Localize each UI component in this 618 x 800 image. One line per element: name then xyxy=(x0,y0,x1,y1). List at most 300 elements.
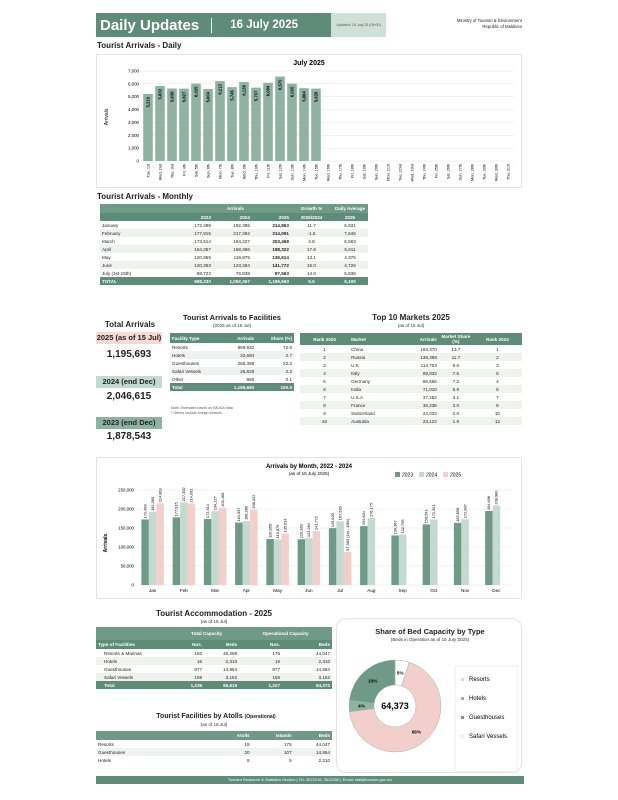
accommodation-cell: 159 xyxy=(194,674,203,680)
month-bar-label: 194,696 xyxy=(486,495,492,511)
accommodation-cell: Safari Vessels xyxy=(104,674,134,680)
daily-x-tick: Mon, 21st xyxy=(386,164,391,181)
markets-cell: 13.7 xyxy=(451,346,461,352)
markets-cell: 1.9 xyxy=(452,418,460,424)
daily-x-tick: Thu, 31st xyxy=(506,164,511,180)
daily-bar-label: 5,745 xyxy=(229,90,235,101)
facilities-cell: 0.1 xyxy=(285,376,292,382)
monthly-cell: 214,091 xyxy=(272,230,289,236)
pie-legend-label: Resorts xyxy=(469,677,490,683)
month-bar xyxy=(298,539,306,585)
markets-cell: 24,033 xyxy=(422,410,437,416)
monthly-cell: 13.1 xyxy=(306,254,316,260)
page-title: Daily Updates xyxy=(100,16,200,34)
markets-cell: 2.0 xyxy=(452,410,460,416)
monthly-total-row xyxy=(100,277,368,285)
header-band xyxy=(96,13,331,37)
month-bar-label: 176,175 xyxy=(368,502,374,518)
month-chart-title: Arrivals by Month, 2022 - 2024 xyxy=(265,464,353,470)
month-bar-label: 192,385 xyxy=(149,496,155,511)
atolls-title-main: Tourist Facilities by Atolls xyxy=(156,713,243,720)
month-bar xyxy=(454,523,462,585)
month-bar-label: 203,468 xyxy=(219,492,225,507)
markets-cell: 7 xyxy=(496,394,499,400)
pie-slice-label: 68% xyxy=(411,729,421,735)
atolls-cell: 14,854 xyxy=(315,749,330,755)
daily-x-tick: Sat, 19th xyxy=(362,164,367,180)
bed-share-pie xyxy=(337,644,523,774)
daily-y-tick: 0 xyxy=(136,158,139,164)
facilities-cell: 25,828 xyxy=(240,368,255,374)
month-legend-swatch xyxy=(443,472,448,477)
accommodation-total-cell: 1,227 xyxy=(239,681,282,689)
daily-bar-label: 6,570 xyxy=(277,79,283,91)
month-x-tick: Dec xyxy=(492,588,501,593)
monthly-cell: 168,366 xyxy=(233,246,250,252)
daily-y-tick: 6,000 xyxy=(128,81,139,87)
monthly-cell: 120,363 xyxy=(194,262,211,268)
markets-cell: 11.7 xyxy=(451,354,461,360)
accommodation-row xyxy=(96,649,332,657)
markets-cell: 37,252 xyxy=(422,394,437,400)
markets-cell: 3 xyxy=(496,362,499,368)
month-y-tick: 150,000 xyxy=(118,525,134,531)
markets-cell: 12 xyxy=(494,418,500,424)
daily-y-tick: 1,000 xyxy=(128,145,139,151)
monthly-cell: 141,772 xyxy=(272,262,289,268)
daily-x-tick: Sat, 5th xyxy=(194,164,199,178)
monthly-cell: 17.8 xyxy=(306,246,316,252)
markets-cell: 8 xyxy=(323,402,326,408)
monthly-cell: 4,726 xyxy=(344,262,356,268)
pie-legend-swatch xyxy=(461,735,464,738)
daily-x-tick: Sun, 13th xyxy=(290,164,295,181)
monthly-cell: June xyxy=(102,262,112,268)
mk-col: Arrivals xyxy=(419,336,437,342)
markets-cell: 139,388 xyxy=(420,354,437,360)
month-y-tick: 50,000 xyxy=(120,563,134,569)
month-bar-label: 167,528 xyxy=(337,506,343,521)
facilities-subtitle: (2025 as of 15 Jul) xyxy=(212,323,252,328)
markets-cell: Italy xyxy=(351,370,360,376)
monthly-cell: 123,284 xyxy=(233,262,250,268)
accommodation-cell: 3,162 xyxy=(318,674,330,680)
accommodation-cell: 14,854 xyxy=(315,666,330,672)
pie-center-label: 64,373 xyxy=(381,701,409,711)
monthly-row xyxy=(100,229,368,237)
daily-bar-label: 5,638 xyxy=(169,91,175,102)
month-legend-label: 2023 xyxy=(402,472,414,479)
markets-cell: 7 xyxy=(323,394,326,400)
monthly-section-title: Tourist Arrivals - Monthly xyxy=(97,192,194,201)
markets-row xyxy=(300,401,522,409)
atolls-row xyxy=(96,756,332,764)
daily-x-tick: Wed, 30th xyxy=(494,164,499,182)
mt-col: 2023 xyxy=(200,214,211,220)
month-bar-label: 154,834 xyxy=(361,511,367,526)
month-bar-label: 120,363 xyxy=(298,524,304,539)
monthly-total-cell: 998,330 xyxy=(180,277,213,285)
markets-cell: 7.5 xyxy=(452,370,460,376)
markets-cell: 5 xyxy=(323,378,326,384)
atolls-cell: 44,047 xyxy=(315,741,330,747)
month-bar xyxy=(305,538,313,585)
markets-subtitle: (as of 15 Jul) xyxy=(397,323,425,328)
mt-daily-avg: Daily Average xyxy=(334,206,366,211)
atolls-row xyxy=(96,748,332,756)
daily-x-tick: Wed, 2nd xyxy=(158,164,163,181)
month-bar-label: 208,980 xyxy=(493,490,499,505)
monthly-cell: 214,863 xyxy=(272,222,289,228)
monthly-row xyxy=(100,261,368,269)
accommodation-cell: 45,289 xyxy=(223,650,238,656)
daily-x-tick: Wed, 16th xyxy=(326,164,331,182)
month-bar xyxy=(423,524,431,585)
markets-cell: India xyxy=(351,386,362,392)
month-x-tick: Jun xyxy=(305,588,313,593)
markets-cell: Germany xyxy=(351,378,371,384)
markets-cell: China xyxy=(351,346,364,352)
month-y-tick: 0 xyxy=(131,582,134,588)
pie-legend-label: Hotels xyxy=(469,696,487,702)
fac-col: Share (%) xyxy=(270,335,292,341)
header xyxy=(96,13,524,37)
daily-x-tick: Tue, 22nd xyxy=(398,164,403,181)
markets-cell: 89,832 xyxy=(422,370,437,376)
month-bar xyxy=(188,504,196,585)
month-bar xyxy=(344,552,352,585)
markets-cell: 3.0 xyxy=(452,402,460,408)
monthly-row xyxy=(100,245,368,253)
accommodation-total-row xyxy=(96,681,332,689)
ac-blank xyxy=(96,627,174,640)
daily-y-tick: 5,000 xyxy=(128,94,139,100)
daily-x-tick: Sun, 20th xyxy=(374,164,379,181)
total-2024-label: 2024 (end Dec) xyxy=(96,376,162,388)
accommodation-cell: 877 xyxy=(272,666,281,672)
monthly-cell: 14.0 xyxy=(306,270,316,276)
ministry-block xyxy=(386,13,524,37)
monthly-cell: February xyxy=(102,230,121,236)
daily-x-tick: Sun, 6th xyxy=(206,164,211,179)
month-bar-label: 173,514 xyxy=(204,503,210,519)
atolls-cell: 175 xyxy=(283,741,292,747)
at-col: Beds xyxy=(318,733,330,738)
monthly-cell: 172,499 xyxy=(194,222,211,228)
month-bar-label: 123,284 xyxy=(306,523,312,538)
monthly-cell: 68,723 xyxy=(196,270,211,276)
atolls-cell: Hotels xyxy=(98,757,112,763)
markets-cell: 4 xyxy=(323,370,326,376)
monthly-cell: January xyxy=(102,222,119,228)
atolls-cell: 19 xyxy=(244,741,250,747)
monthly-cell: 4,375 xyxy=(344,254,356,260)
markets-cell: 10 xyxy=(321,418,328,424)
accommodation-cell: 2,310 xyxy=(225,658,238,664)
month-x-tick: Apr xyxy=(242,588,250,593)
total-2025-label: 2025 (as of 15 Jul) xyxy=(96,333,162,342)
facilities-cell: Hotels xyxy=(172,352,186,358)
month-y-tick: 200,000 xyxy=(118,506,134,512)
monthly-row xyxy=(100,221,368,229)
month-bar-label: 87,563 (1st - 15th) xyxy=(344,518,350,551)
month-bar xyxy=(149,512,157,585)
monthly-cell: -1.5 xyxy=(307,230,316,236)
daily-bar-label: 5,833 xyxy=(157,89,163,100)
daily-x-tick: Thu, 17th xyxy=(338,164,343,181)
markets-title: Top 10 Markets 2025 xyxy=(372,313,450,322)
mt-group: Arrivals xyxy=(226,206,245,211)
daily-x-tick: Mon, 28th xyxy=(470,164,475,181)
markets-row xyxy=(300,385,522,393)
accommodation-cell: Guesthouses xyxy=(104,666,132,672)
ac-col: Beds xyxy=(225,642,238,647)
month-x-tick: Sep xyxy=(398,588,407,593)
facilities-total-cell: 100.0 xyxy=(256,383,294,391)
pie-legend-label: Guesthouses xyxy=(469,715,505,721)
accommodation-title: Tourist Accommodation - 2025 xyxy=(155,609,273,618)
markets-row xyxy=(300,393,522,401)
accommodation-cell: Hotels xyxy=(104,658,118,664)
markets-row xyxy=(300,345,522,353)
facilities-table xyxy=(170,333,294,391)
markets-cell: 6 xyxy=(496,386,499,392)
daily-chart-title: July 2025 xyxy=(293,60,325,67)
accommodation-cell: 159 xyxy=(272,674,281,680)
accommodation-cell: 877 xyxy=(194,666,203,672)
month-bar xyxy=(485,511,493,585)
daily-x-tick: Thu, 3rd xyxy=(170,164,175,179)
monthly-cell: 192,385 xyxy=(233,222,250,228)
monthly-cell: 198,322 xyxy=(272,246,289,252)
ministry-line: Ministry of Tourism & Environment xyxy=(456,18,522,23)
markets-cell: 1 xyxy=(323,346,326,352)
pie-legend-label: Safari Vessels xyxy=(469,734,508,740)
facilities-total-cell: Total xyxy=(170,383,220,391)
daily-y-tick: 4,000 xyxy=(128,107,139,113)
markets-cell: 5.9 xyxy=(452,386,460,392)
mk-col: Market xyxy=(351,336,366,342)
total-2023-label: 2023 (end Dec) xyxy=(96,417,162,429)
daily-x-tick: Wed, 23rd xyxy=(410,164,415,182)
monthly-cell: March xyxy=(102,238,115,244)
atolls-table xyxy=(96,731,332,764)
daily-x-tick: Mon, 14th xyxy=(302,164,307,181)
facilities-cell: 72.8 xyxy=(283,344,292,350)
fac-col: Arrivals xyxy=(237,335,255,341)
monthly-total-cell: 9.5 xyxy=(291,277,332,285)
month-bar-label: 119,875 xyxy=(274,524,280,539)
markets-cell: 4 xyxy=(496,378,499,384)
daily-y-tick: 7,000 xyxy=(128,68,139,74)
total-arrivals-title: Total Arrivals xyxy=(104,320,156,329)
monthly-cell: July (1st-15th) xyxy=(102,270,132,276)
total-2025-value: 1,195,693 xyxy=(106,349,152,360)
mt-blank xyxy=(100,204,180,213)
daily-bar-label: 6,213 xyxy=(217,84,223,95)
markets-cell: Australia xyxy=(351,418,369,424)
month-x-tick: Jan xyxy=(148,588,157,593)
accommodation-cell: 44,047 xyxy=(315,650,330,656)
monthly-cell: 6,611 xyxy=(344,246,356,252)
pie-legend-swatch xyxy=(461,697,464,700)
month-y-tick: 250,000 xyxy=(118,487,134,493)
daily-x-tick: Sat, 26th xyxy=(446,164,451,180)
mt-blank2 xyxy=(100,213,180,221)
month-chart-subtitle: (as of 15 July 2025) xyxy=(288,471,330,476)
atolls-cell: 2,310 xyxy=(318,757,330,763)
ac-col: Nos. xyxy=(270,642,281,647)
monthly-total-cell: 1,092,367 xyxy=(213,277,252,285)
month-bar xyxy=(399,535,407,585)
accommodation-cell: 175 xyxy=(272,650,281,656)
markets-cell: 3.1 xyxy=(452,394,460,400)
accommodation-total-cell: Total xyxy=(96,681,174,689)
facilities-note2: * Others include foreign vessels xyxy=(171,411,222,415)
month-bar xyxy=(391,535,399,585)
facilities-row xyxy=(170,367,294,375)
month-y-tick: 100,000 xyxy=(118,544,134,550)
monthly-chart-card xyxy=(96,457,522,599)
daily-x-tick: Sun, 27th xyxy=(458,164,463,181)
monthly-cell: 5,838 xyxy=(344,270,356,276)
updated-stamp: Updated: 16 July 25 (09:00) xyxy=(331,13,386,37)
month-bar-label: 130,367 xyxy=(392,520,398,535)
month-bar-label: 214,863 xyxy=(157,488,163,503)
daily-bar-label: 5,664 xyxy=(301,91,307,102)
accommodation-total-cell: 65,615 xyxy=(204,681,239,689)
month-bar xyxy=(173,517,181,585)
markets-row xyxy=(300,409,522,417)
markets-row xyxy=(300,361,522,369)
monthly-cell: 15.0 xyxy=(306,262,316,268)
month-bar xyxy=(281,533,289,585)
facilities-cell: 22.3 xyxy=(283,360,292,366)
month-bar xyxy=(430,519,438,585)
month-x-tick: Nov xyxy=(461,588,470,593)
daily-x-tick: Wed, 9th xyxy=(242,164,247,180)
facilities-cell: 266,388 xyxy=(237,360,255,366)
month-x-tick: Feb xyxy=(179,588,188,593)
facilities-row xyxy=(170,343,294,351)
month-bar xyxy=(313,531,321,585)
markets-cell: Russia xyxy=(351,354,366,360)
bed-share-subtitle: (Beds in Operation as of 15 July 2025) xyxy=(390,637,470,642)
month-bar-label: 163,658 xyxy=(454,507,460,522)
daily-y-tick: 3,000 xyxy=(128,119,139,125)
facilities-cell: Resorts xyxy=(172,344,188,350)
month-y-label: Arrivals xyxy=(103,533,109,553)
month-bar xyxy=(141,519,149,585)
month-bar-label: 194,227 xyxy=(212,496,218,511)
accommodation-cell: 16 xyxy=(274,658,281,664)
daily-chart xyxy=(97,55,521,187)
footer: Tourism Research & Statistics Section | Tel: 3022216, 3022250 | Email: stat@tourism.gov.mv xyxy=(96,776,524,784)
accommodation-cell: Resorts & Marinas xyxy=(104,650,142,656)
markets-cell: 114,703 xyxy=(420,362,437,368)
month-bar-label: 198,322 xyxy=(251,494,257,509)
accommodation-cell: 16 xyxy=(196,658,203,664)
month-bar xyxy=(461,519,469,585)
month-bar-label: 132,795 xyxy=(399,519,405,534)
month-bar xyxy=(368,518,376,585)
at-col: Islands xyxy=(275,733,292,738)
accommodation-cell: 14,854 xyxy=(223,666,238,672)
monthly-cell: 76,838 xyxy=(235,270,250,276)
daily-x-tick: Tue, 8th xyxy=(230,164,235,178)
month-bar-label: 141,772 xyxy=(313,516,319,531)
month-bar-label: 172,501 xyxy=(431,504,437,519)
accommodation-row xyxy=(96,665,332,673)
month-x-tick: Jul xyxy=(337,588,344,593)
month-x-tick: Oct xyxy=(430,588,438,593)
mk-col: Rank 2024 xyxy=(486,336,509,342)
report-date: 16 July 2025 xyxy=(230,19,298,31)
markets-cell: 163,370 xyxy=(420,346,437,352)
facilities-title: Tourist Arrivals to Facilities xyxy=(183,313,281,322)
total-2024-value: 2,046,615 xyxy=(106,391,152,402)
monthly-total-cell: 6,100 xyxy=(332,277,368,285)
month-bar-label: 172,499 xyxy=(142,504,148,519)
markets-cell: U.K xyxy=(351,362,359,368)
month-legend-label: 2025 xyxy=(450,472,462,479)
month-bar-label: 164,357 xyxy=(236,507,242,522)
month-bar-label: 168,366 xyxy=(243,505,249,521)
markets-cell: 86,556 xyxy=(422,378,437,384)
facilities-note: Note: Estimates based on IMUGA data xyxy=(171,406,233,410)
month-bar xyxy=(329,528,337,585)
daily-x-tick: Fri, 4th xyxy=(182,164,187,176)
month-x-tick: Aug xyxy=(367,588,376,593)
daily-bar-label: 6,138 xyxy=(241,85,247,96)
month-bar xyxy=(243,521,251,585)
daily-bar-label: 5,707 xyxy=(253,90,259,102)
markets-cell: 36,238 xyxy=(422,402,437,408)
markets-table xyxy=(300,333,522,425)
daily-x-tick: Thu, 24th xyxy=(422,164,427,181)
month-bar xyxy=(266,539,274,585)
atolls-cell: 9 xyxy=(289,757,292,763)
mt-col: 2025 xyxy=(278,214,289,220)
accommodation-row xyxy=(96,673,332,681)
month-legend-label: 2024 xyxy=(426,472,438,479)
markets-row xyxy=(300,369,522,377)
monthly-cell: 120,959 xyxy=(194,254,211,260)
monthly-cell: 11.7 xyxy=(307,222,316,228)
monthly-cell: 135,614 xyxy=(272,254,289,260)
facilities-row xyxy=(170,359,294,367)
accommodation-total-cell: 64,373 xyxy=(282,681,332,689)
month-bar xyxy=(493,506,501,585)
markets-row xyxy=(300,417,522,425)
ministry-name xyxy=(457,18,522,30)
month-bar-label: 172,987 xyxy=(462,504,468,519)
daily-x-tick: Fri, 18th xyxy=(350,164,355,178)
daily-x-tick: Sat, 12th xyxy=(278,164,283,180)
markets-cell: 9.6 xyxy=(452,362,460,368)
month-bar-label: 149,620 xyxy=(329,513,335,528)
month-x-tick: May xyxy=(273,588,282,593)
daily-x-tick: Thu, 10th xyxy=(254,164,259,181)
monthly-total-cell: 1,195,693 xyxy=(252,277,291,285)
month-bar xyxy=(156,503,164,585)
daily-y-tick: 2,000 xyxy=(128,132,139,138)
atolls-title-op: (Operational) xyxy=(244,714,276,720)
daily-y-label: Arrivals xyxy=(104,108,110,126)
ac-col: Type of Facilities xyxy=(98,642,135,647)
mk-col: Rank 2025 xyxy=(313,336,336,342)
monthly-cell: 6,563 xyxy=(344,238,356,244)
